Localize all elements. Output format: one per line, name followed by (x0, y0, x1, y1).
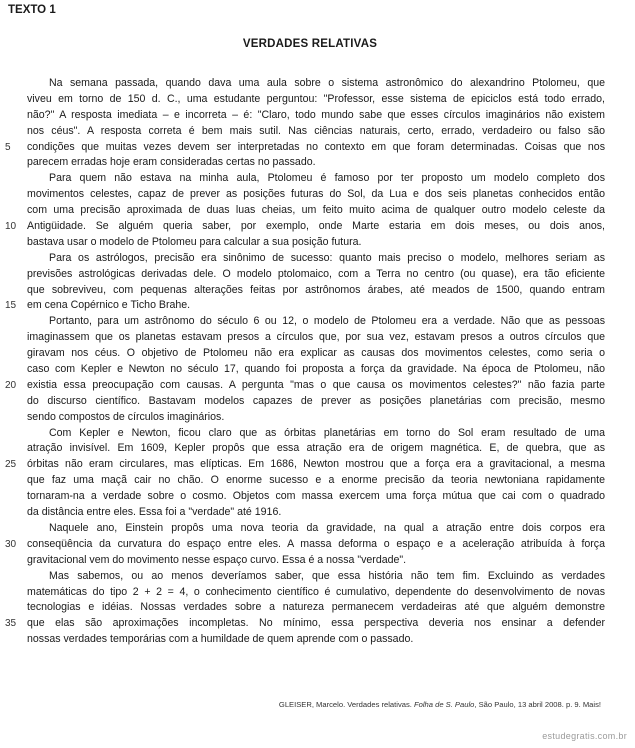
line-text: não?" A resposta imediata – e incorreta – é: "Claro, todo mundo sabe que esses círculos imaginários não existem (27, 108, 605, 121)
line-text: órbitas não eram circulares, mas elípticas. Em 1686, Newton mostrou que a força era a gravitacional, a mesma (27, 458, 605, 471)
line-text: atração invisível. Em 1609, Kepler propôs que essa atração era de origem magnética. E, de quebra, que as (27, 442, 605, 455)
line-text: com uma precisão aproximada de duas luas cheias, um feito muito acima de qualquer outro modelo celeste da (27, 204, 605, 217)
line-text: gravitacional vem do movimento nesse espaço curvo. Essa é a nossa "verdade". (27, 553, 407, 566)
text-line (27, 473, 605, 489)
text-line (27, 362, 605, 378)
line-text: condições que muitas vezes devem ser interpretadas no contexto em que foram determinadas. Coisas que nos (27, 140, 605, 153)
line-text: tornaram-na a verdade sobre o cosmo. Objetos com massa exercem uma força mútua que cai com o quadrado (27, 490, 605, 503)
text-line (27, 394, 605, 410)
line-text: que elas são aproximações incompletas. No mínimo, essa perspectiva deveria nos ensinar a defender (27, 617, 605, 630)
line-text: parecem erradas hoje eram consideradas certas no passado. (27, 156, 316, 169)
text-line (5, 140, 605, 156)
text-line (27, 521, 605, 537)
text-line (27, 330, 605, 346)
text-line (27, 124, 605, 140)
line-text: previsões astrológicas derivadas dele. O modelo ptolomaico, com a Terra no centro (ou quase), era tão eficiente (27, 267, 605, 280)
text-line (27, 585, 605, 601)
citation (279, 700, 601, 709)
line-text: movimentos celestes, capaz de prever as posições futuras do Sol, da Lua e dos seis planetas conhecidos então (27, 188, 605, 201)
line-text: da distância entre eles. Essa foi a "verdade" até 1916. (27, 506, 282, 519)
line-text: Naquele ano, Einstein propôs uma nova teoria da gravidade, na qual a atração entre dois corpos era (49, 521, 605, 534)
citation-prefix: GLEISER, Marcelo. Verdades relativas. (278, 700, 414, 709)
line-text: Para quem não estava na minha aula, Ptolomeu é famoso por ter proposto um modelo completo dos (49, 172, 605, 185)
text-line (27, 92, 605, 108)
line-text: que sobreviveu, com pequenas alterações feitas por astrônomos árabes, até meados de 1500, quando entram (27, 283, 605, 296)
line-number: 35 (5, 618, 17, 630)
line-text: viveu em torno de 150 d. C., uma estudante perguntou: "Professor, esse sistema de epiciclos está todo errado, (27, 92, 605, 105)
text-line (27, 171, 605, 187)
line-text: Com Kepler e Newton, ficou claro que as órbitas planetárias em torno do Sol eram resultado de uma (49, 426, 605, 439)
text-line (27, 569, 605, 585)
text-line (27, 600, 605, 616)
text-line (27, 346, 605, 362)
line-text: sendo compostos de círculos imaginários. (27, 410, 225, 423)
line-text: em cena Copérnico e Ticho Brahe. (27, 299, 191, 312)
line-number: 15 (5, 300, 17, 312)
line-text: Mas sabemos, ou ao menos deveríamos saber, que essa história não tem fim. Excluindo as verdades (49, 569, 605, 582)
line-text: existia essa preocupação com causas. A pergunta "mas o que causa os movimentos celestes?" não fazia parte (27, 378, 605, 391)
line-number: 30 (5, 538, 17, 550)
text-line (27, 203, 605, 219)
line-text: Na semana passada, quando dava uma aula sobre o sistema astronômico do alexandrino Ptolomeu, que (49, 77, 605, 89)
line-text: conseqüência da curvatura do espaço entre eles. A massa deforma o espaço e a aceleração atribuída à força (27, 537, 605, 550)
text-line (5, 457, 605, 473)
text-line (5, 537, 605, 553)
text-line (27, 251, 605, 267)
text-line (27, 441, 605, 457)
article-title: VERDADES RELATIVAS (242, 38, 378, 50)
article-body (5, 76, 605, 648)
line-text: que faz uma maçã cair no chão. O enorme sucesso e a enorme precisão da teoria newtoniana rapidamente (27, 474, 605, 487)
citation-suffix: , São Paulo, 13 abril 2008. p. 9. Mais! (474, 700, 601, 709)
line-text: nos céus". A resposta correta é bem mais sutil. Nas ciências naturais, certo, errado, verdadeiro ou falso são (27, 124, 605, 137)
text-line (27, 505, 605, 521)
line-text: tecnologias e idéias. Nossas verdades sobre a natureza permanecem verdadeiras até que alguém demonstre (27, 601, 605, 614)
line-text: Antigüidade. Se alguém queria saber, por exemplo, onde Marte estaria em dois meses, ou dois anos, (27, 220, 605, 233)
text-line (27, 489, 605, 505)
text-line (5, 378, 605, 394)
text-line (5, 298, 605, 314)
line-text: caso com Kepler e Newton no século 17, quando foi proposta a força da gravidade. Na época de Ptolomeu, não (27, 363, 605, 376)
text-line (5, 219, 605, 235)
text-line (27, 155, 605, 171)
line-text: bastava usar o modelo de Ptolomeu para calcular a sua posição futura. (27, 235, 362, 248)
line-number: 5 (5, 141, 11, 153)
line-number: 10 (5, 221, 17, 233)
text-line (27, 632, 605, 648)
watermark: estudegratis.com.br (542, 731, 627, 741)
line-text: imaginassem que os planetas estavam presos a círculos que, por sua vez, estavam presos a outros círculos que (27, 331, 605, 344)
text-line (27, 235, 605, 251)
line-number: 20 (5, 379, 17, 391)
text-line (27, 187, 605, 203)
text-line (27, 76, 605, 92)
text-line (27, 426, 605, 442)
text-line (27, 410, 605, 426)
text-line (27, 314, 605, 330)
line-text: matemáticas do tipo 2 + 2 = 4, o conhecimento científico é cumulativo, dependente do desenvolvimento de novas (27, 585, 605, 598)
text-label: TEXTO 1 (8, 4, 56, 16)
line-text: Para os astrólogos, precisão era sinônimo de sucesso: quanto mais preciso o modelo, melhores seriam as (49, 251, 605, 264)
text-line (27, 267, 605, 283)
citation-source: Folha de S. Paulo (413, 700, 475, 709)
text-line (27, 108, 605, 124)
text-line (27, 553, 605, 569)
line-number: 25 (5, 459, 17, 471)
text-line (5, 616, 605, 632)
line-text: nossas verdades temporárias com a humildade de quem aprende com o passado. (27, 633, 414, 646)
text-line (27, 283, 605, 299)
line-text: giravam nos céus. O objetivo de Ptolomeu não era explicar as causas dos movimentos celestes, como seria o (27, 347, 605, 360)
line-text: Portanto, para um astrônomo do século 6 ou 12, o modelo de Ptolomeu era a verdade. Não que as pessoas (49, 315, 605, 328)
line-text: do discurso científico. Bastavam modelos capazes de prever as posições planetárias com precisão, mesmo (27, 394, 605, 407)
